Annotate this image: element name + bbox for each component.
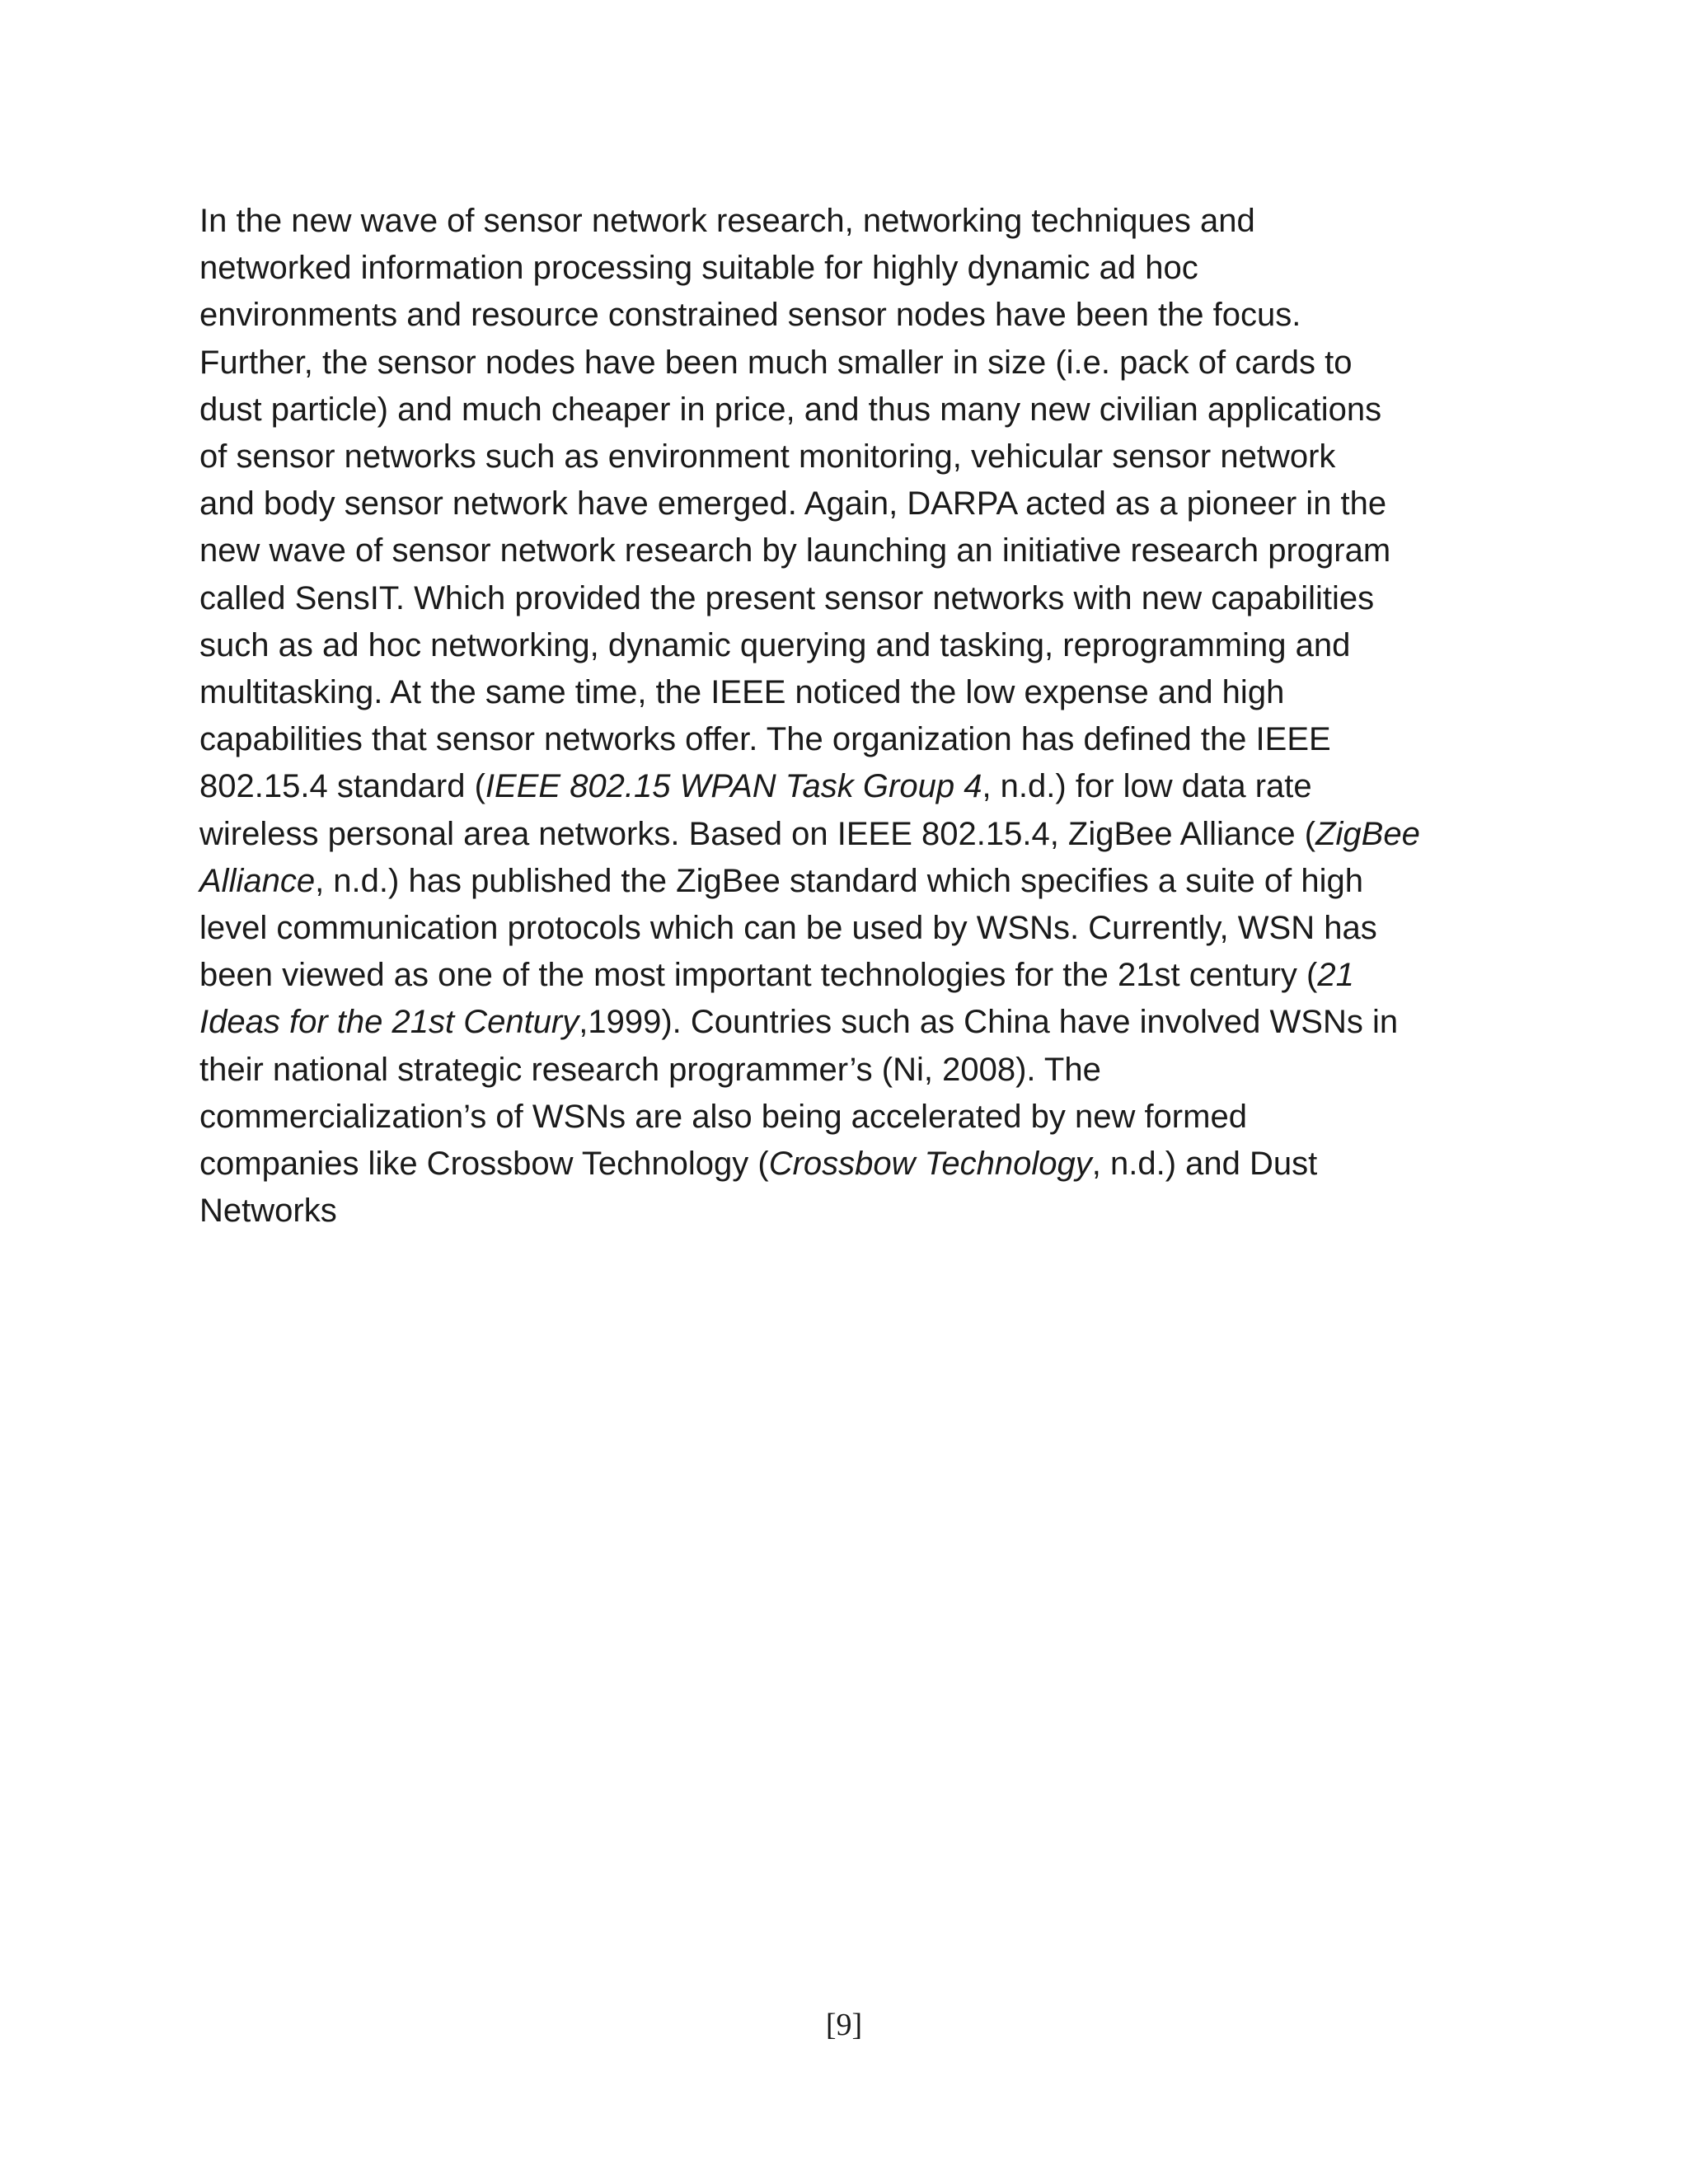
- paragraph-text: called SensIT. Which provided the present sensor networks with new capabilities: [199, 579, 1375, 616]
- paragraph-text: wireless personal area networks. Based on IEEE 802.15.4, ZigBee Alliance (: [199, 815, 1316, 852]
- paragraph-line: [199, 527, 1493, 574]
- paragraph-text: In the new wave of sensor network research, networking techniques and: [199, 203, 1255, 239]
- paragraph-line: [199, 245, 1493, 292]
- paragraph-text: , n.d.) for low data rate: [982, 768, 1312, 805]
- paragraph-line: [199, 434, 1493, 480]
- paragraph-text: new wave of sensor network research by launching an initiative research program: [199, 532, 1391, 569]
- paragraph-text: multitasking. At the same time, the IEEE noticed the low expense and high: [199, 674, 1285, 711]
- paragraph-text: 802.15.4 standard (: [199, 768, 485, 805]
- italic-citation-text: ZigBee: [1315, 815, 1420, 852]
- paragraph-line: [199, 622, 1493, 669]
- paragraph-text: of sensor networks such as environment monitoring, vehicular sensor network: [199, 438, 1336, 476]
- paragraph-line: [199, 480, 1493, 527]
- page-number: [9]: [825, 2008, 863, 2042]
- paragraph-line: [199, 575, 1493, 622]
- paragraph-line: [199, 999, 1493, 1046]
- paragraph-line: [199, 292, 1493, 339]
- paragraph-text: commercialization’s of WSNs are also being accelerated by new formed: [199, 1098, 1247, 1135]
- italic-citation-text: Ideas for the 21st Century: [199, 1004, 579, 1041]
- paragraph-line: [199, 952, 1493, 999]
- paragraph-text: , n.d.) has published the ZigBee standard which specifies a suite of high: [315, 862, 1363, 899]
- italic-citation-text: Crossbow Technology: [768, 1146, 1092, 1183]
- paragraph-text: environments and resource constrained sensor nodes have been the focus.: [199, 297, 1301, 334]
- paragraph-text: companies like Crossbow Technology (: [199, 1146, 769, 1183]
- italic-citation-text: 21: [1317, 957, 1354, 994]
- paragraph-line: [199, 340, 1493, 387]
- paragraph-line: [199, 1047, 1493, 1094]
- paragraph-line: [199, 1141, 1493, 1188]
- paragraph-line: [199, 716, 1493, 763]
- italic-citation-text: Alliance: [199, 862, 316, 899]
- paragraph-text: dust particle) and much cheaper in price, and thus many new civilian applications: [199, 391, 1382, 428]
- paragraph-text: such as ad hoc networking, dynamic querying and tasking, reprogramming and: [199, 626, 1351, 663]
- paragraph-line: [199, 763, 1493, 810]
- paragraph-text: , n.d.) and Dust: [1091, 1146, 1318, 1183]
- paragraph-text: and body sensor network have emerged. Again, DARPA acted as a pioneer in the: [199, 485, 1387, 523]
- body-paragraph: [199, 198, 1493, 1235]
- paragraph-text: capabilities that sensor networks offer. The organization has defined the IEEE: [199, 721, 1331, 758]
- paragraph-text: Networks: [199, 1193, 337, 1230]
- paragraph-text: been viewed as one of the most important technologies for the 21st century (: [199, 957, 1318, 994]
- paragraph-line: [199, 905, 1493, 952]
- italic-citation-text: IEEE 802.15 WPAN Task Group 4: [485, 768, 982, 805]
- paragraph-line: [199, 387, 1493, 434]
- paragraph-line: [199, 669, 1493, 716]
- paragraph-line: [199, 858, 1493, 905]
- paragraph-text: level communication protocols which can be used by WSNs. Currently, WSN has: [199, 910, 1377, 947]
- paragraph-line: [199, 1094, 1493, 1141]
- paragraph-text: ,1999). Countries such as China have involved WSNs in: [579, 1004, 1399, 1041]
- paragraph-text: their national strategic research programmer’s (Ni, 2008). The: [199, 1051, 1101, 1088]
- paragraph-text: networked information processing suitable for highly dynamic ad hoc: [199, 250, 1198, 287]
- paragraph-line: [199, 1188, 1493, 1235]
- paragraph-line: [199, 811, 1493, 858]
- paragraph-text: Further, the sensor nodes have been much smaller in size (i.e. pack of cards to: [199, 344, 1353, 381]
- paragraph-line: [199, 198, 1493, 245]
